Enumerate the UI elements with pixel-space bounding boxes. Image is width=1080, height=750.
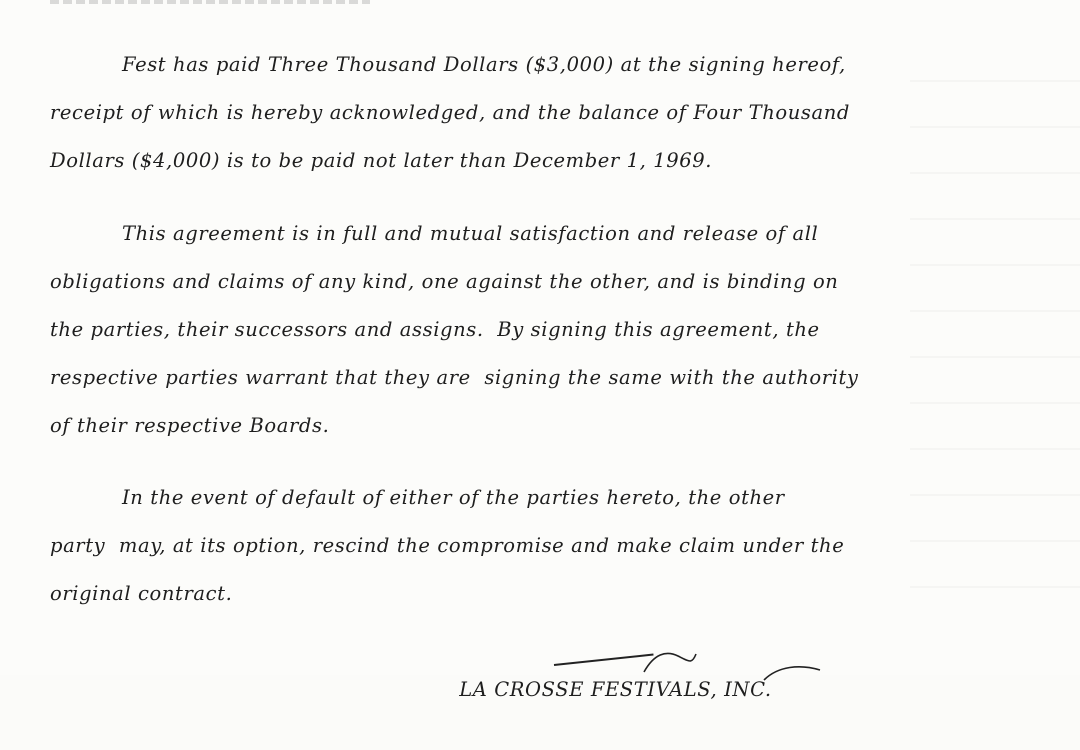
bleed-through-marks — [910, 60, 1080, 620]
cropped-text-line — [50, 0, 370, 4]
paragraph-2-line-3: the parties, their successors and assigns. By signing this agreement, the — [50, 318, 820, 341]
paragraph-1-line-2: receipt of which is hereby acknowledged, and the balance of Four Thousand — [50, 101, 850, 124]
signature-scribble-icon — [760, 662, 830, 682]
org-name-text: LA CROSSE FESTIVALS, INC. — [459, 678, 772, 701]
paragraph-1-line-3: Dollars ($4,000) is to be paid not later than December 1, 1969. — [50, 149, 713, 172]
paragraph-3-line-3: original contract. — [50, 582, 233, 605]
paragraph-2-line-2: obligations and claims of any kind, one against the other, and is binding on — [50, 270, 839, 293]
paragraph-2-line-1: This agreement is in full and mutual satisfaction and release of all — [122, 222, 819, 245]
paragraph-3-line-1: In the event of default of either of the parties hereto, the other — [122, 486, 785, 509]
handwritten-mark-icon — [640, 646, 700, 676]
paragraph-3-line-2: party may, at its option, rescind the compromise and make claim under the — [50, 534, 845, 557]
paragraph-2-line-4: respective parties warrant that they are signing the same with the authority — [50, 366, 859, 389]
handwritten-strike — [554, 654, 654, 666]
paragraph-2-line-5: of their respective Boards. — [50, 414, 330, 437]
paragraph-1-line-1: Fest has paid Three Thousand Dollars ($3,000) at the signing hereof, — [122, 53, 846, 76]
signature-org-name — [432, 654, 772, 750]
